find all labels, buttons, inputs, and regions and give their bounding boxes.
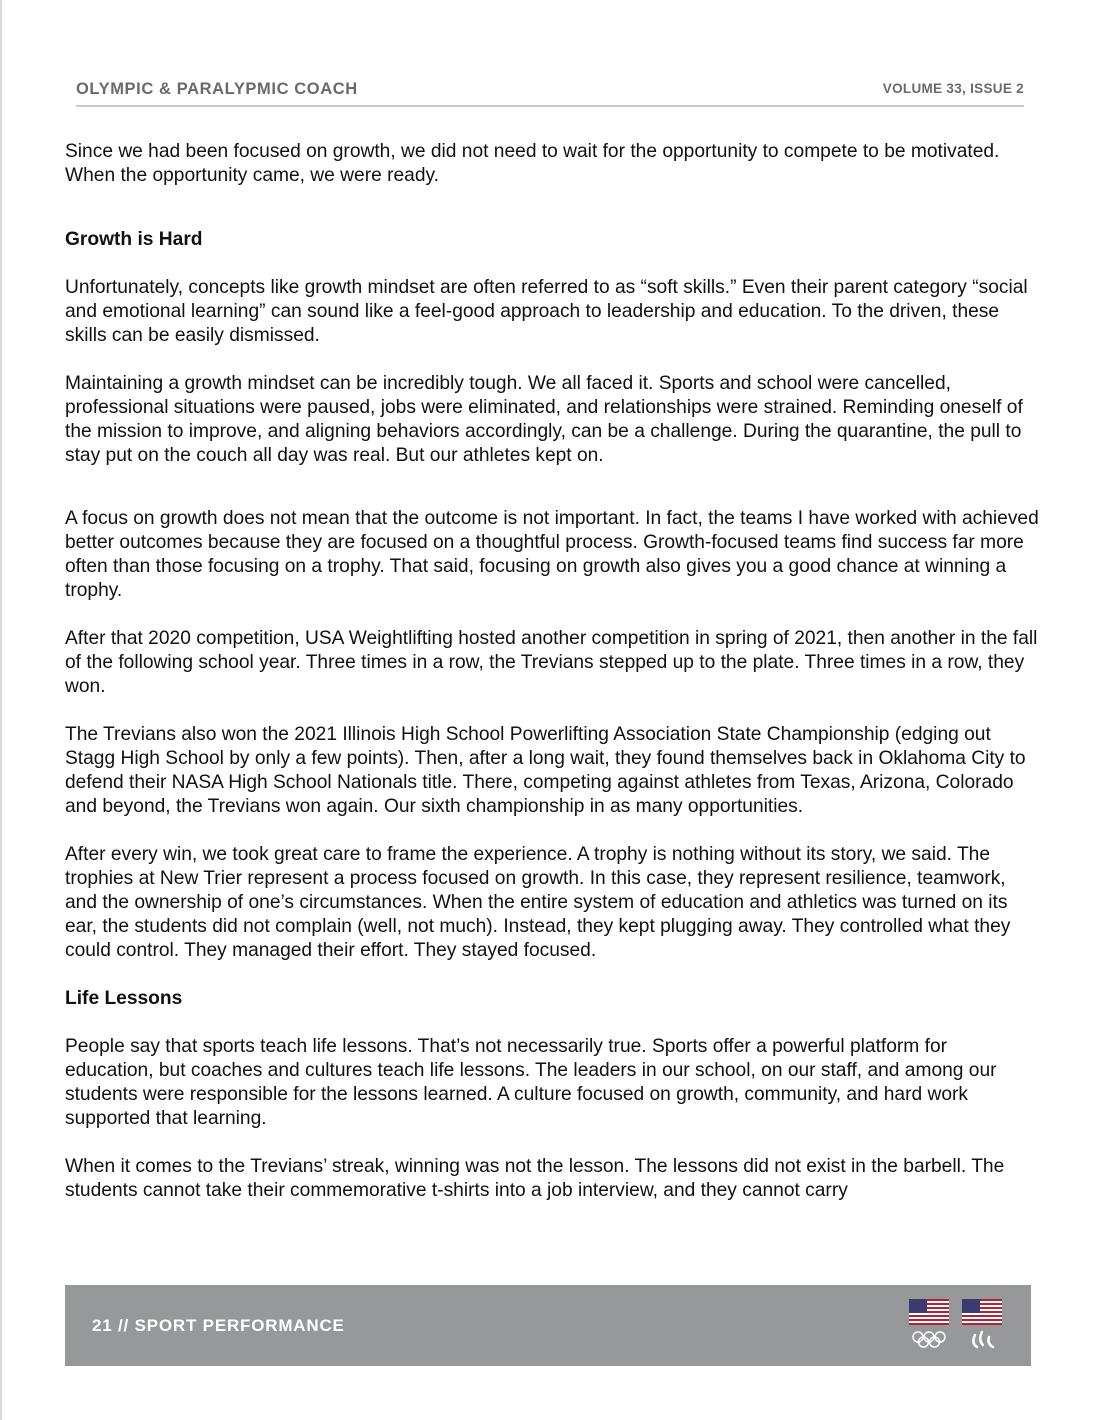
page-left-edge: [0, 0, 2, 1420]
paragraph-soft-skills: Unfortunately, concepts like growth mindset are often referred to as “soft skills.” Even their parent category “social and emotional learning” can sound like a feel-good approach to leadership and education. To the driven, these skills can be easily dismissed.: [65, 277, 1028, 346]
paragraph-maintaining-mindset: Maintaining a growth mindset can be incredibly tough. We all faced it. Sports and school were cancelled, professional situations were paused, jobs were eliminated, and relationships were strained. Reminding oneself of the mission to improve, and aligning behaviors accordingly, can be a challenge. During the quarantine, the pull to stay put on the couch all day was real. But our athletes kept on.: [65, 373, 1023, 466]
paragraph-ready: Since we had been focused on growth, we did not need to wait for the opportunity to compete to be motivated. When the opportunity came, we were ready.: [65, 141, 1000, 186]
heading-growth-is-hard: Growth is Hard: [65, 229, 203, 250]
paragraph-focus-on-growth: A focus on growth does not mean that the outcome is not important. In fact, the teams I have worked with achieved better outcomes because they are focused on a thoughtful process. Growth-focused teams find success far more often than those focusing on a trophy. That said, focusing on growth also gives you a good chance at winning a trophy.: [65, 508, 1039, 601]
paragraph-trophy-story: After every win, we took great care to frame the experience. A trophy is nothing without its story, we said. The trophies at New Trier represent a process focused on growth. In this case, they represent resilience, teamwork, and the ownership of one’s circumstances. When the entire system of education and athletics was turned on its ear, the students did not complain (well, not much). Instead, they kept plugging away. They controlled what they could control. They managed their effort. They stayed focused.: [65, 844, 1011, 961]
article-body: [65, 140, 1040, 1203]
page-header: [76, 78, 1024, 107]
issue-label: VOLUME 33, ISSUE 2: [882, 81, 1024, 96]
heading-life-lessons: Life Lessons: [65, 988, 183, 1009]
page-footer: [65, 1285, 1031, 1366]
paragraph-trevians-streak: When it comes to the Trevians’ streak, winning was not the lesson. The lessons did not exist in the barbell. The students cannot take their commemorative t-shirts into a job interview, and they cannot carry: [65, 1156, 1005, 1201]
paragraph-sports-teach: People say that sports teach life lessons. That’s not necessarily true. Sports offer a powerful platform for education, but coaches and cultures teach life lessons. The leaders in our school, on our staff, and among our students were responsible for the lessons learned. A culture focused on growth, community, and hard work supported that learning.: [65, 1036, 997, 1129]
usa-olympic-flag-rings-icon: [908, 1299, 950, 1349]
usa-paralympic-flag-agitos-icon: [961, 1299, 1003, 1349]
paragraph-state-championship: The Trevians also won the 2021 Illinois High School Powerlifting Association State Championship (edging out Stagg High School by only a few points). Then, after a long wait, they found themselves back in Oklahoma City to defend their NASA High School Nationals title. There, competing against athletes from Texas, Arizona, Colorado and beyond, the Trevians won again. Our sixth championship in as many opportunities.: [65, 724, 1026, 817]
footer-section-label: 21 // SPORT PERFORMANCE: [92, 1316, 345, 1335]
publication-title: OLYMPIC & PARALYPMIC COACH: [76, 80, 358, 98]
paragraph-usa-weightlifting: After that 2020 competition, USA Weightlifting hosted another competition in spring of 2021, then another in the fall of the following school year. Three times in a row, the Trevians stepped up to the plate. Three times in a row, they won.: [65, 628, 1038, 697]
